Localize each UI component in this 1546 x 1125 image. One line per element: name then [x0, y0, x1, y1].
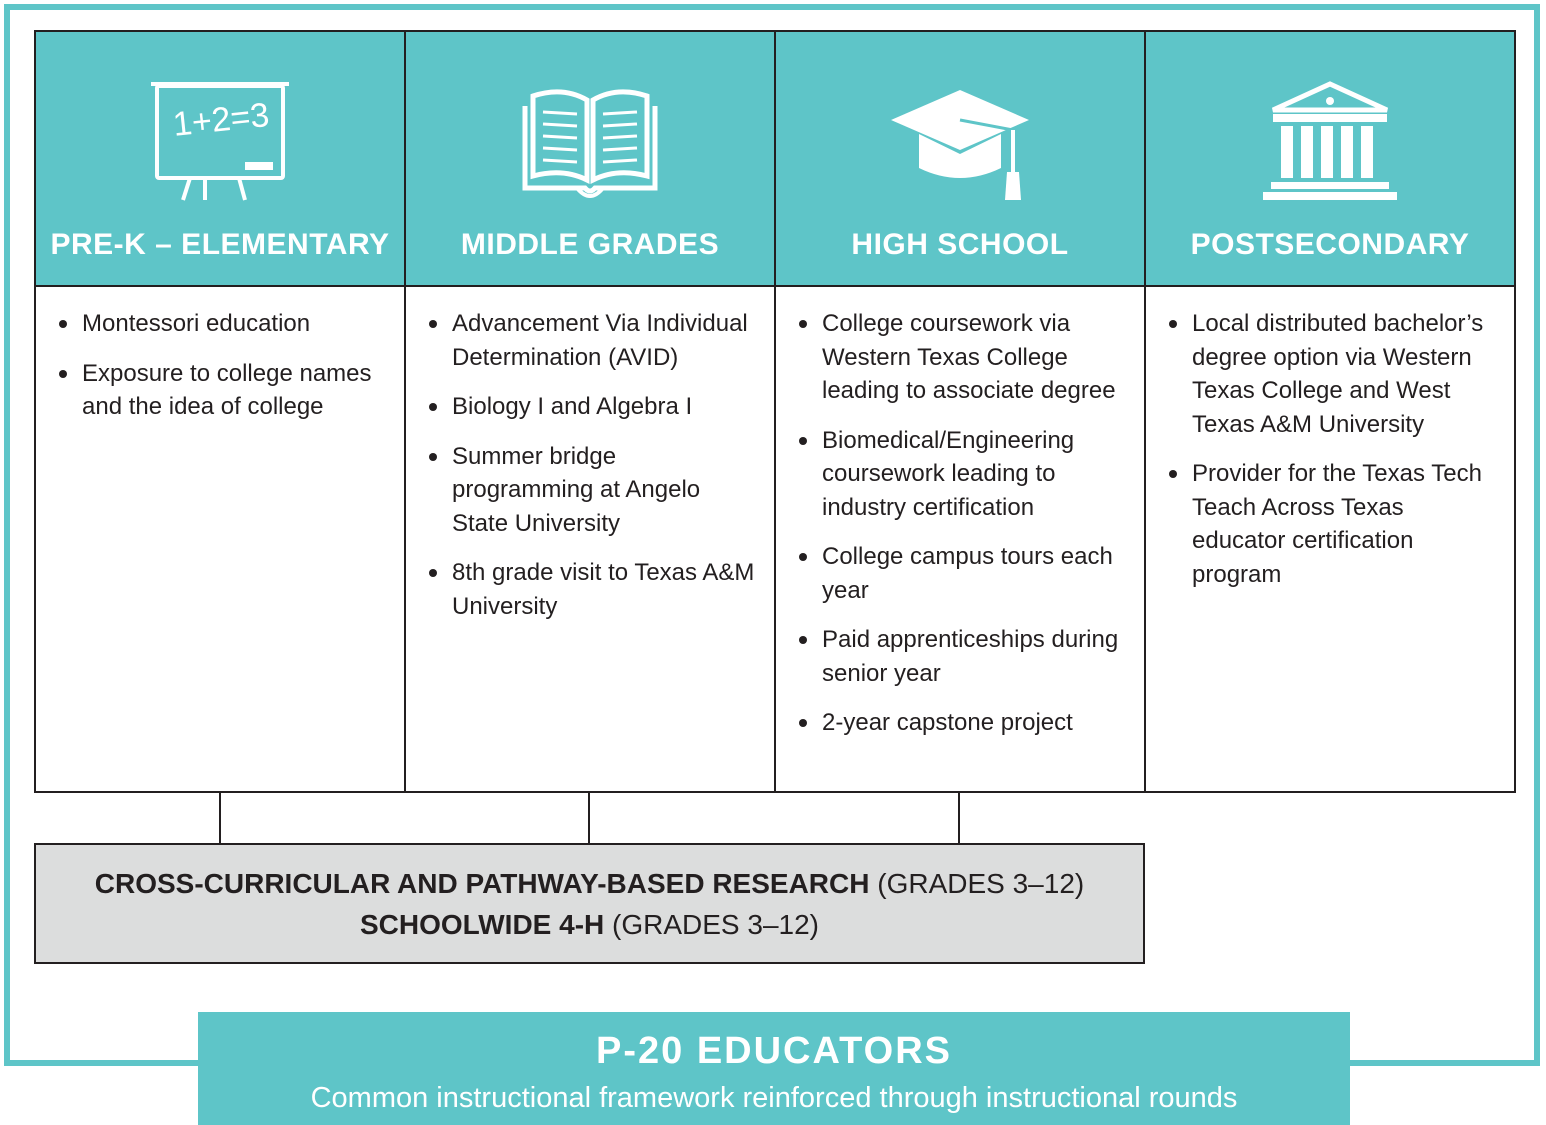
column-body	[36, 287, 404, 440]
column-body	[406, 287, 774, 639]
column-pre-k-elementary	[36, 32, 406, 791]
list-item: Provider for the Texas Tech Teach Across Texas educator certification program	[1168, 457, 1496, 591]
research-box	[34, 843, 1145, 964]
graduation-cap-icon	[885, 76, 1035, 206]
schoolwide-4h-grades: (GRADES 3–12)	[604, 908, 819, 940]
column-high-school	[776, 32, 1146, 791]
list-item: Summer bridge programming at Angelo State University	[428, 440, 756, 541]
list-item: Biomedical/Engineering coursework leading to industry certification	[798, 424, 1126, 525]
pathway-columns	[34, 30, 1516, 793]
connector-line	[958, 791, 960, 844]
column-title: MIDDLE GRADES	[460, 228, 720, 261]
column-title: PRE-K – ELEMENTARY	[50, 228, 390, 261]
university-building-icon	[1255, 76, 1405, 206]
list-item: 2-year capstone project	[798, 706, 1126, 740]
column-body	[1146, 287, 1514, 607]
column-body	[776, 287, 1144, 756]
research-title: CROSS-CURRICULAR AND PATHWAY-BASED RESEARCH	[94, 867, 870, 899]
list-item: 8th grade visit to Texas A&M University	[428, 556, 756, 623]
column-title: POSTSECONDARY	[1190, 228, 1470, 261]
column-header	[36, 32, 404, 287]
column-header	[776, 32, 1144, 287]
list-item: Montessori education	[58, 307, 386, 341]
list-item: Exposure to college names and the idea of college	[58, 357, 386, 424]
chalkboard-icon	[145, 76, 295, 206]
list-item: College campus tours each year	[798, 540, 1126, 607]
column-header	[1146, 32, 1514, 287]
list-item: Local distributed bachelor’s degree option via Western Texas College and West Texas A&M University	[1168, 307, 1496, 441]
research-line-2	[360, 904, 819, 945]
column-postsecondary	[1146, 32, 1514, 791]
list-item: Advancement Via Individual Determination (AVID)	[428, 307, 756, 374]
board-text: 1+2=3	[171, 95, 272, 144]
research-line-1	[95, 863, 1084, 904]
list-item: Biology I and Algebra I	[428, 390, 756, 424]
schoolwide-4h-title: SCHOOLWIDE 4-H	[360, 908, 605, 940]
list-item: College coursework via Western Texas College leading to associate degree	[798, 307, 1126, 408]
connector-line	[219, 791, 221, 844]
footer-banner	[198, 1012, 1350, 1125]
column-title: HIGH SCHOOL	[851, 228, 1069, 261]
column-middle-grades	[406, 32, 776, 791]
column-header	[406, 32, 774, 287]
connector-line	[588, 791, 590, 844]
list-item: Paid apprenticeships during senior year	[798, 623, 1126, 690]
footer-subtitle: Common instructional framework reinforced through instructional rounds	[310, 1082, 1238, 1114]
open-book-icon	[515, 76, 665, 206]
research-grades: (GRADES 3–12)	[869, 867, 1085, 899]
footer-title: P-20 EDUCATORS	[596, 1030, 952, 1072]
